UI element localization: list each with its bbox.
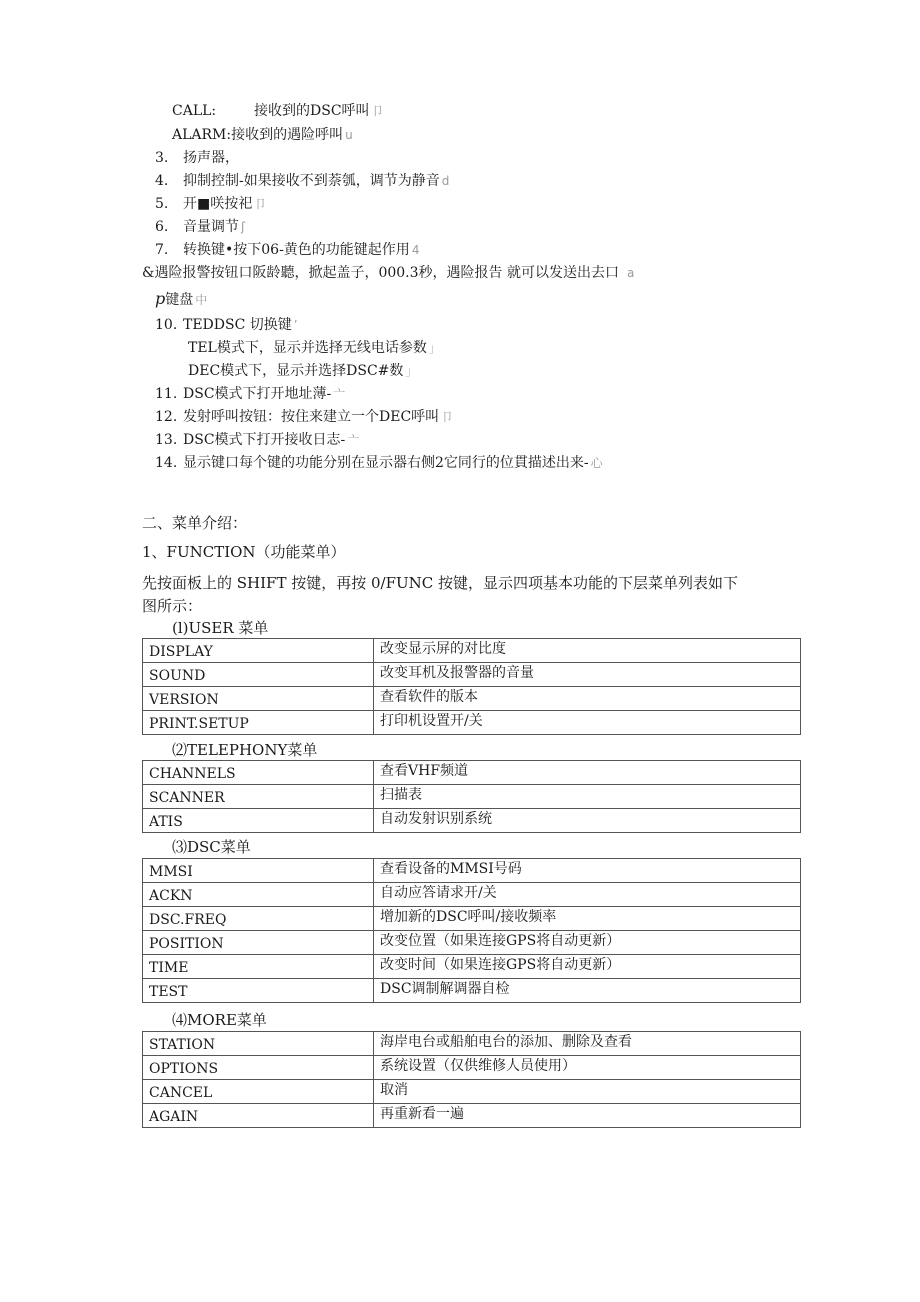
table-row <box>143 883 801 907</box>
table-row <box>143 711 801 735</box>
item-text: 抑制控制-如果接收不到萘瓠，调节为静音 <box>183 173 440 189</box>
item-number: 13. <box>155 432 178 448</box>
description-line-2: 图所示： <box>142 597 203 615</box>
item-number: 12. <box>155 409 178 425</box>
item-mark: 亠 <box>347 433 360 447</box>
menu-desc: 查看设备的MMSI号码 <box>374 859 801 883</box>
list-item <box>155 218 245 236</box>
call-line <box>172 102 384 120</box>
item-number: 3. <box>155 150 169 166</box>
alarm-text: 接收到的遇险呼叫 <box>231 127 344 143</box>
item-mark: ’ <box>293 318 298 332</box>
table-row <box>143 761 801 785</box>
description-line-1: 先按面板上的 SHIFT 按键，再按 0/FUNC 按键，显示四项基本功能的下层菜单列表如下 <box>142 574 739 592</box>
telephony-menu-table <box>142 760 801 833</box>
item-number: 11. <box>155 386 178 402</box>
menu-title-telephony: ⑵TELEPHONY菜单 <box>172 741 318 759</box>
item-text: 音量调节 <box>183 219 239 235</box>
menu-key: OPTIONS <box>143 1056 374 1080</box>
table-row <box>143 809 801 833</box>
alarm-line <box>172 126 353 144</box>
item-mark: 中 <box>195 293 208 307</box>
menu-desc: 改变时间（如果连接GPS将自动更新） <box>374 955 801 979</box>
item-text: &遇险报警按钮口阪龄聽，掀起盖子，000.3秒，遇险报告 就可以发送出去口 <box>142 265 619 281</box>
menu-desc: 再重新看一遍 <box>374 1104 801 1128</box>
sub-text: TEL模式下，显示并选择无线电话参数 <box>188 340 427 356</box>
menu-desc: 自动发射识别系统 <box>374 809 801 833</box>
section-title: 二、菜单介绍： <box>142 514 248 532</box>
more-menu-table <box>142 1031 801 1128</box>
item-text: 转换键•按下06-黄色的功能键起作用 <box>183 242 410 258</box>
menu-desc: 海岸电台或船舶电台的添加、删除及查看 <box>374 1032 801 1056</box>
menu-desc: 系统设置（仅供维修人员使用） <box>374 1056 801 1080</box>
alarm-mark: u <box>345 128 353 142</box>
menu-key: DSC.FREQ <box>143 907 374 931</box>
item-mark: a <box>627 266 635 280</box>
menu-key: POSITION <box>143 931 374 955</box>
item-text: 开■咲按祀 <box>183 196 253 212</box>
call-label: CALL: <box>172 103 217 119</box>
menu-desc: 增加新的DSC呼叫/接收频率 <box>374 907 801 931</box>
sub-mark: 」 <box>405 364 418 378</box>
table-row <box>143 955 801 979</box>
item-mark: 4 <box>411 243 420 257</box>
menu-title-user: (l)USER 菜单 <box>172 619 269 637</box>
menu-key: ACKN <box>143 883 374 907</box>
menu-desc: 取消 <box>374 1080 801 1104</box>
table-row <box>143 979 801 1003</box>
list-item <box>155 408 453 426</box>
item10-sub-tel <box>188 339 441 357</box>
item-mark: 卩 <box>254 197 267 211</box>
list-item <box>155 454 603 472</box>
item-text: 显示键口每个键的功能分别在显示器右侧2它同行的位貫描述出来- <box>183 455 589 471</box>
list-item-8 <box>142 264 634 282</box>
item-number: 4. <box>155 173 169 189</box>
item-mark: 卩 <box>441 410 454 424</box>
table-row <box>143 907 801 931</box>
item-prefix: p <box>155 289 166 308</box>
menu-title-dsc: ⑶DSC菜单 <box>172 838 251 856</box>
table-row <box>143 1056 801 1080</box>
user-menu-table <box>142 638 801 735</box>
table-row <box>143 639 801 663</box>
list-item-10 <box>155 316 298 334</box>
menu-key: TIME <box>143 955 374 979</box>
item-text: 扬声器， <box>183 150 239 166</box>
list-item <box>155 241 419 259</box>
function-title: 1、FUNCTION（功能菜单） <box>142 543 346 561</box>
menu-key: STATION <box>143 1032 374 1056</box>
table-row <box>143 859 801 883</box>
item-number: 5. <box>155 196 169 212</box>
table-row <box>143 1032 801 1056</box>
menu-key: DISPLAY <box>143 639 374 663</box>
item-mark: 亠 <box>333 387 346 401</box>
call-mark: 卩 <box>371 104 384 118</box>
item-number: 7. <box>155 242 169 258</box>
menu-desc: 改变显示屏的对比度 <box>374 639 801 663</box>
item-number: 10. <box>155 317 178 333</box>
menu-key: AGAIN <box>143 1104 374 1128</box>
menu-key: MMSI <box>143 859 374 883</box>
table-row <box>143 1104 801 1128</box>
item-number: 14. <box>155 455 178 471</box>
menu-desc: 改变耳机及报警器的音量 <box>374 663 801 687</box>
menu-desc: 打印机设置开/关 <box>374 711 801 735</box>
menu-key: SCANNER <box>143 785 374 809</box>
sub-mark: 」 <box>428 341 441 355</box>
table-row <box>143 663 801 687</box>
menu-desc: 扫描表 <box>374 785 801 809</box>
alarm-label: ALARM: <box>172 127 232 143</box>
sub-text: DEC模式下，显示并选择DSC#数 <box>188 363 404 379</box>
menu-desc: 查看软件的版本 <box>374 687 801 711</box>
menu-title-more: ⑷MORE菜单 <box>172 1011 267 1029</box>
item-text: DSC模式下打开接收日志- <box>183 432 346 448</box>
list-item <box>155 149 241 167</box>
menu-desc: 改变位置（如果连接GPS将自动更新） <box>374 931 801 955</box>
menu-key: ATIS <box>143 809 374 833</box>
item-mark: 心 <box>590 456 603 470</box>
item-mark: d <box>441 174 450 188</box>
table-row <box>143 785 801 809</box>
item-text: TEDDSC 切换键 <box>183 317 292 333</box>
item-text: 发射呼叫按钮：按住来建立一个DEC呼叫 <box>183 409 440 425</box>
menu-key: TEST <box>143 979 374 1003</box>
list-item <box>155 172 449 190</box>
list-item <box>155 385 345 403</box>
item-text: DSC模式下打开地址薄- <box>183 386 332 402</box>
menu-key: CHANNELS <box>143 761 374 785</box>
table-row <box>143 687 801 711</box>
menu-key: PRINT.SETUP <box>143 711 374 735</box>
menu-desc: DSC调制解调器自检 <box>374 979 801 1003</box>
call-text: 接收到的DSC呼叫 <box>254 103 370 119</box>
menu-key: CANCEL <box>143 1080 374 1104</box>
menu-desc: 自动应答请求开/关 <box>374 883 801 907</box>
table-row <box>143 1080 801 1104</box>
menu-key: VERSION <box>143 687 374 711</box>
menu-desc: 查看VHF频道 <box>374 761 801 785</box>
item-number: 6. <box>155 219 169 235</box>
list-item <box>155 195 266 213</box>
list-item <box>155 431 359 449</box>
item-mark: ʃ <box>241 220 246 234</box>
menu-key: SOUND <box>143 663 374 687</box>
item-text: 键盘 <box>165 292 194 308</box>
dsc-menu-table <box>142 858 801 1003</box>
table-row <box>143 931 801 955</box>
list-item-9 <box>155 290 207 309</box>
item10-sub-dec <box>188 362 417 380</box>
